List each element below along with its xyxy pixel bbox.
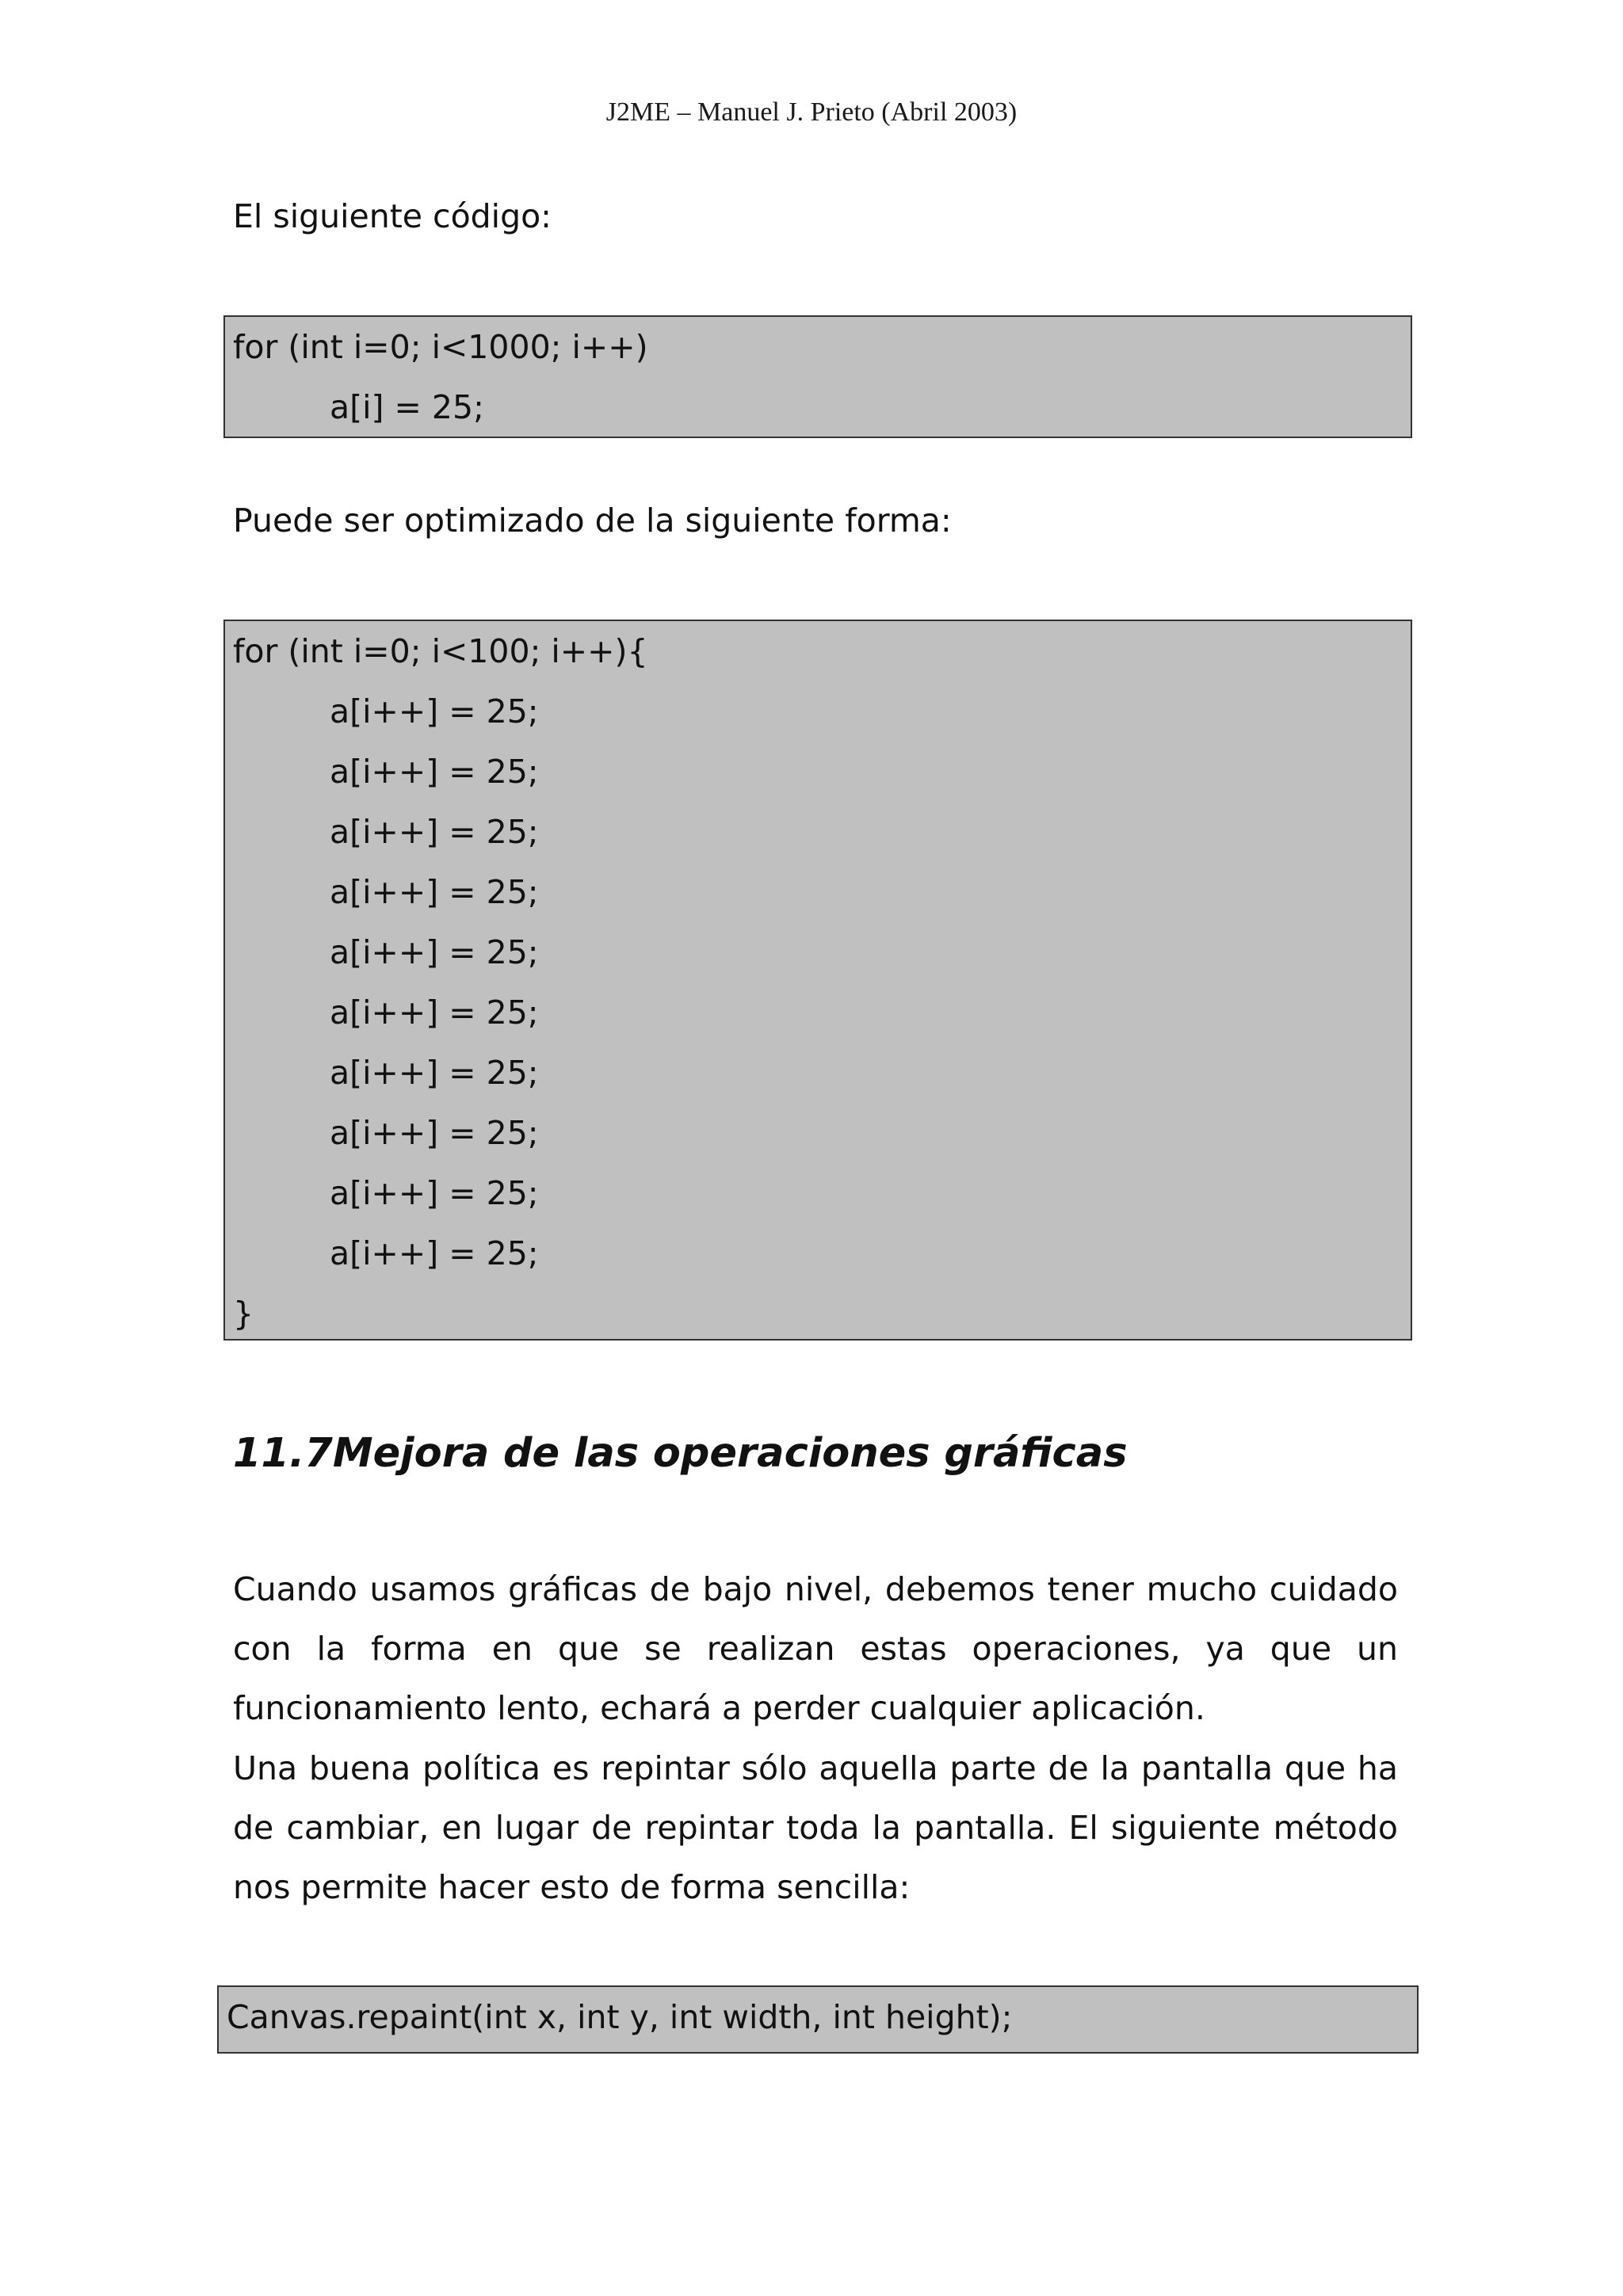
code-line: a[i++] = 25; <box>330 933 539 971</box>
code-line: a[i++] = 25; <box>330 692 539 730</box>
code-block-loop-original <box>223 315 1412 438</box>
code-block-repaint <box>217 1985 1419 2054</box>
code-line: a[i++] = 25; <box>330 1054 539 1092</box>
section-number: 11.7 <box>233 1430 333 1477</box>
code-line: Canvas.repaint(int x, int y, int width, int height); <box>227 1998 1013 2036</box>
section-title: Mejora de las operaciones gráficas <box>332 1430 1128 1477</box>
body-paragraph-2: Una buena política es repintar sólo aquella parte de la pantalla que ha de cambiar, en lugar de repintar toda la pantalla. El siguiente método nos permite hacer esto de forma sencilla: <box>233 1749 1398 1906</box>
code-line: a[i] = 25; <box>330 388 484 426</box>
code-line: a[i++] = 25; <box>330 813 539 851</box>
code-line: for (int i=0; i<100; i++){ <box>233 632 648 670</box>
code-line: a[i++] = 25; <box>330 1114 539 1152</box>
code-line: a[i++] = 25; <box>330 1234 539 1272</box>
intro-paragraph: El siguiente código: <box>233 197 552 235</box>
code-line: a[i++] = 25; <box>330 1174 539 1212</box>
code-line: for (int i=0; i<1000; i++) <box>233 328 648 366</box>
code-line: } <box>233 1295 254 1333</box>
code-line: a[i++] = 25; <box>330 994 539 1032</box>
code-block-loop-unrolled <box>223 620 1412 1341</box>
section-heading <box>233 1426 1128 1482</box>
running-header: J2ME – Manuel J. Prieto (Abril 2003) <box>605 97 1018 127</box>
optimization-paragraph: Puede ser optimizado de la siguiente forma: <box>233 502 952 540</box>
code-line: a[i++] = 25; <box>330 753 539 791</box>
body-paragraph-1: Cuando usamos gráficas de bajo nivel, debemos tener mucho cuidado con la forma en que se realizan estas operaciones, ya que un funcionamiento lento, echará a perder cualquier aplicación. <box>233 1570 1398 1727</box>
code-line: a[i++] = 25; <box>330 873 539 911</box>
